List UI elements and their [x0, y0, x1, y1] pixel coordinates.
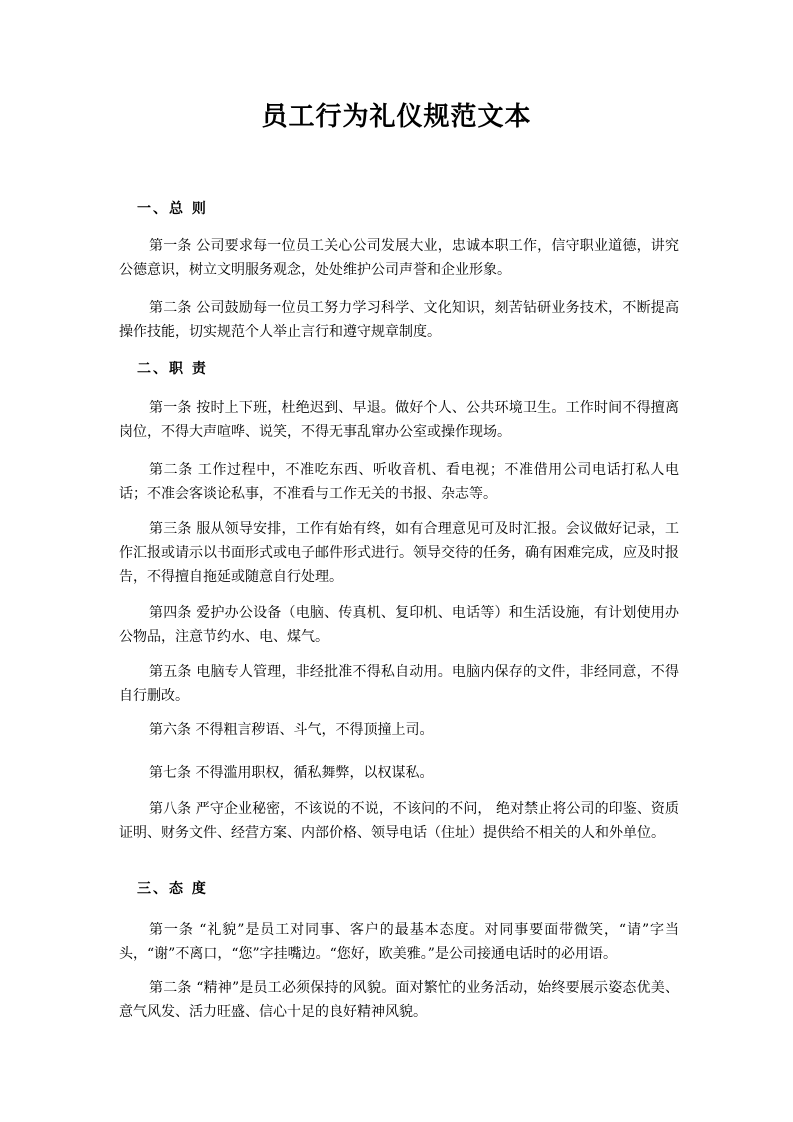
- paragraph: 第一条 按时上下班，杜绝迟到、早退。做好个人、公共环境卫生。工作时间不得擅离岗位，不得大声喧哗、说笑，不得无事乱窜办公室或操作现场。: [119, 400, 679, 440]
- paragraph: 第四条 爱护办公设备（电脑、传真机、复印机、电话等）和生活设施，有计划使用办公物品，注意节约水、电、煤气。: [119, 605, 679, 645]
- paragraph: 第一条 “礼貌”是员工对同事、客户的最基本态度。对同事要面带微笑，“请”字当头，“谢”不离口，“您”字挂嘴边。“您好，欧美雅。”是公司接通电话时的必用语。: [119, 922, 679, 962]
- paragraph: 第三条 服从领导安排，工作有始有终，如有合理意见可及时汇报。会议做好记录，工作汇报或请示以书面形式或电子邮件形式进行。领导交待的任务，确有困难完成，应及时报告，不得擅自拖延或随意自行处理。: [119, 521, 679, 585]
- section-heading-general: 一、总 则: [137, 201, 208, 217]
- document-title: 员工行为礼仪规范文本: [261, 102, 532, 132]
- paragraph: 第二条 “精神”是员工必须保持的风貌。面对繁忙的业务活动，始终要展示姿态优美、意气风发、活力旺盛、信心十足的良好精神风貌。: [119, 980, 679, 1020]
- paragraph: 第六条 不得粗言秽语、斗气，不得顶撞上司。: [149, 722, 434, 738]
- paragraph: 第八条 严守企业秘密，不该说的不说，不该问的不问， 绝对禁止将公司的印鉴、资质证明、财务文件、经营方案、内部价格、领导电话（住址）提供给不相关的人和外单位。: [119, 801, 679, 841]
- paragraph: 第七条 不得滥用职权，循私舞弊，以权谋私。: [149, 765, 434, 781]
- paragraph: 第二条 公司鼓励每一位员工努力学习科学、文化知识，刻苦钻研业务技术，不断提高操作技能，切实规范个人举止言行和遵守规章制度。: [119, 300, 679, 340]
- paragraph: 第二条 工作过程中，不准吃东西、听收音机、看电视；不准借用公司电话打私人电话；不准会客谈论私事，不准看与工作无关的书报、杂志等。: [119, 462, 679, 502]
- section-heading-attitude: 三、态 度: [137, 881, 208, 897]
- paragraph: 第一条 公司要求每一位员工关心公司发展大业，忠诚本职工作，信守职业道德，讲究公德意识，树立文明服务观念，处处维护公司声誉和企业形象。: [119, 238, 679, 278]
- paragraph: 第五条 电脑专人管理，非经批准不得私自动用。电脑内保存的文件，非经同意，不得自行删改。: [119, 664, 679, 704]
- section-heading-duties: 二、职 责: [137, 361, 208, 377]
